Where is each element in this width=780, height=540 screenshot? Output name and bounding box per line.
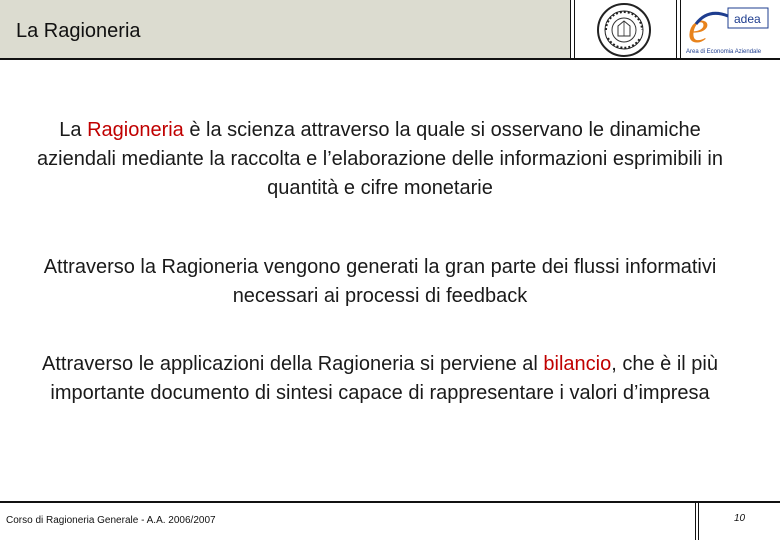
footer-divider xyxy=(698,501,699,540)
header-divider xyxy=(570,0,571,60)
slide-header xyxy=(0,0,780,60)
highlight-ragioneria: Ragioneria xyxy=(87,119,184,141)
header-divider xyxy=(680,0,681,60)
adea-logo-icon xyxy=(684,2,776,56)
university-seal-icon xyxy=(596,2,652,58)
footer-rule xyxy=(0,501,780,503)
highlight-bilancio: bilancio xyxy=(543,353,612,375)
svg-text:Area di Economia Aziendale: Area di Economia Aziendale xyxy=(686,49,762,55)
paragraph-definition: La Ragioneria è la scienza attraverso la quale si osservano le dinamiche aziendali mediante la raccolta e l’elaborazione delle informazioni esprimibili in quantità e cifre monetarie xyxy=(37,119,723,199)
footer-course: Corso di Ragioneria Generale - A.A. 2006/2007 xyxy=(6,515,216,526)
page-number: 10 xyxy=(734,513,746,524)
header-divider xyxy=(676,0,677,60)
header-divider xyxy=(574,0,575,60)
svg-text:e: e xyxy=(688,2,709,52)
header-rule xyxy=(0,58,780,60)
paragraph-bilancio: Attraverso le applicazioni della Ragioneria si perviene al bilancio, che è il più importante documento di sintesi capace di rappresentare i valori d’impresa xyxy=(42,353,718,404)
footer-divider xyxy=(695,501,696,540)
svg-text:adea: adea xyxy=(734,12,761,26)
slide-title: La Ragioneria xyxy=(16,20,141,42)
paragraph-flussi: Attraverso la Ragioneria vengono generati la gran parte dei flussi informativi necessari ai processi di feedback xyxy=(43,256,717,307)
